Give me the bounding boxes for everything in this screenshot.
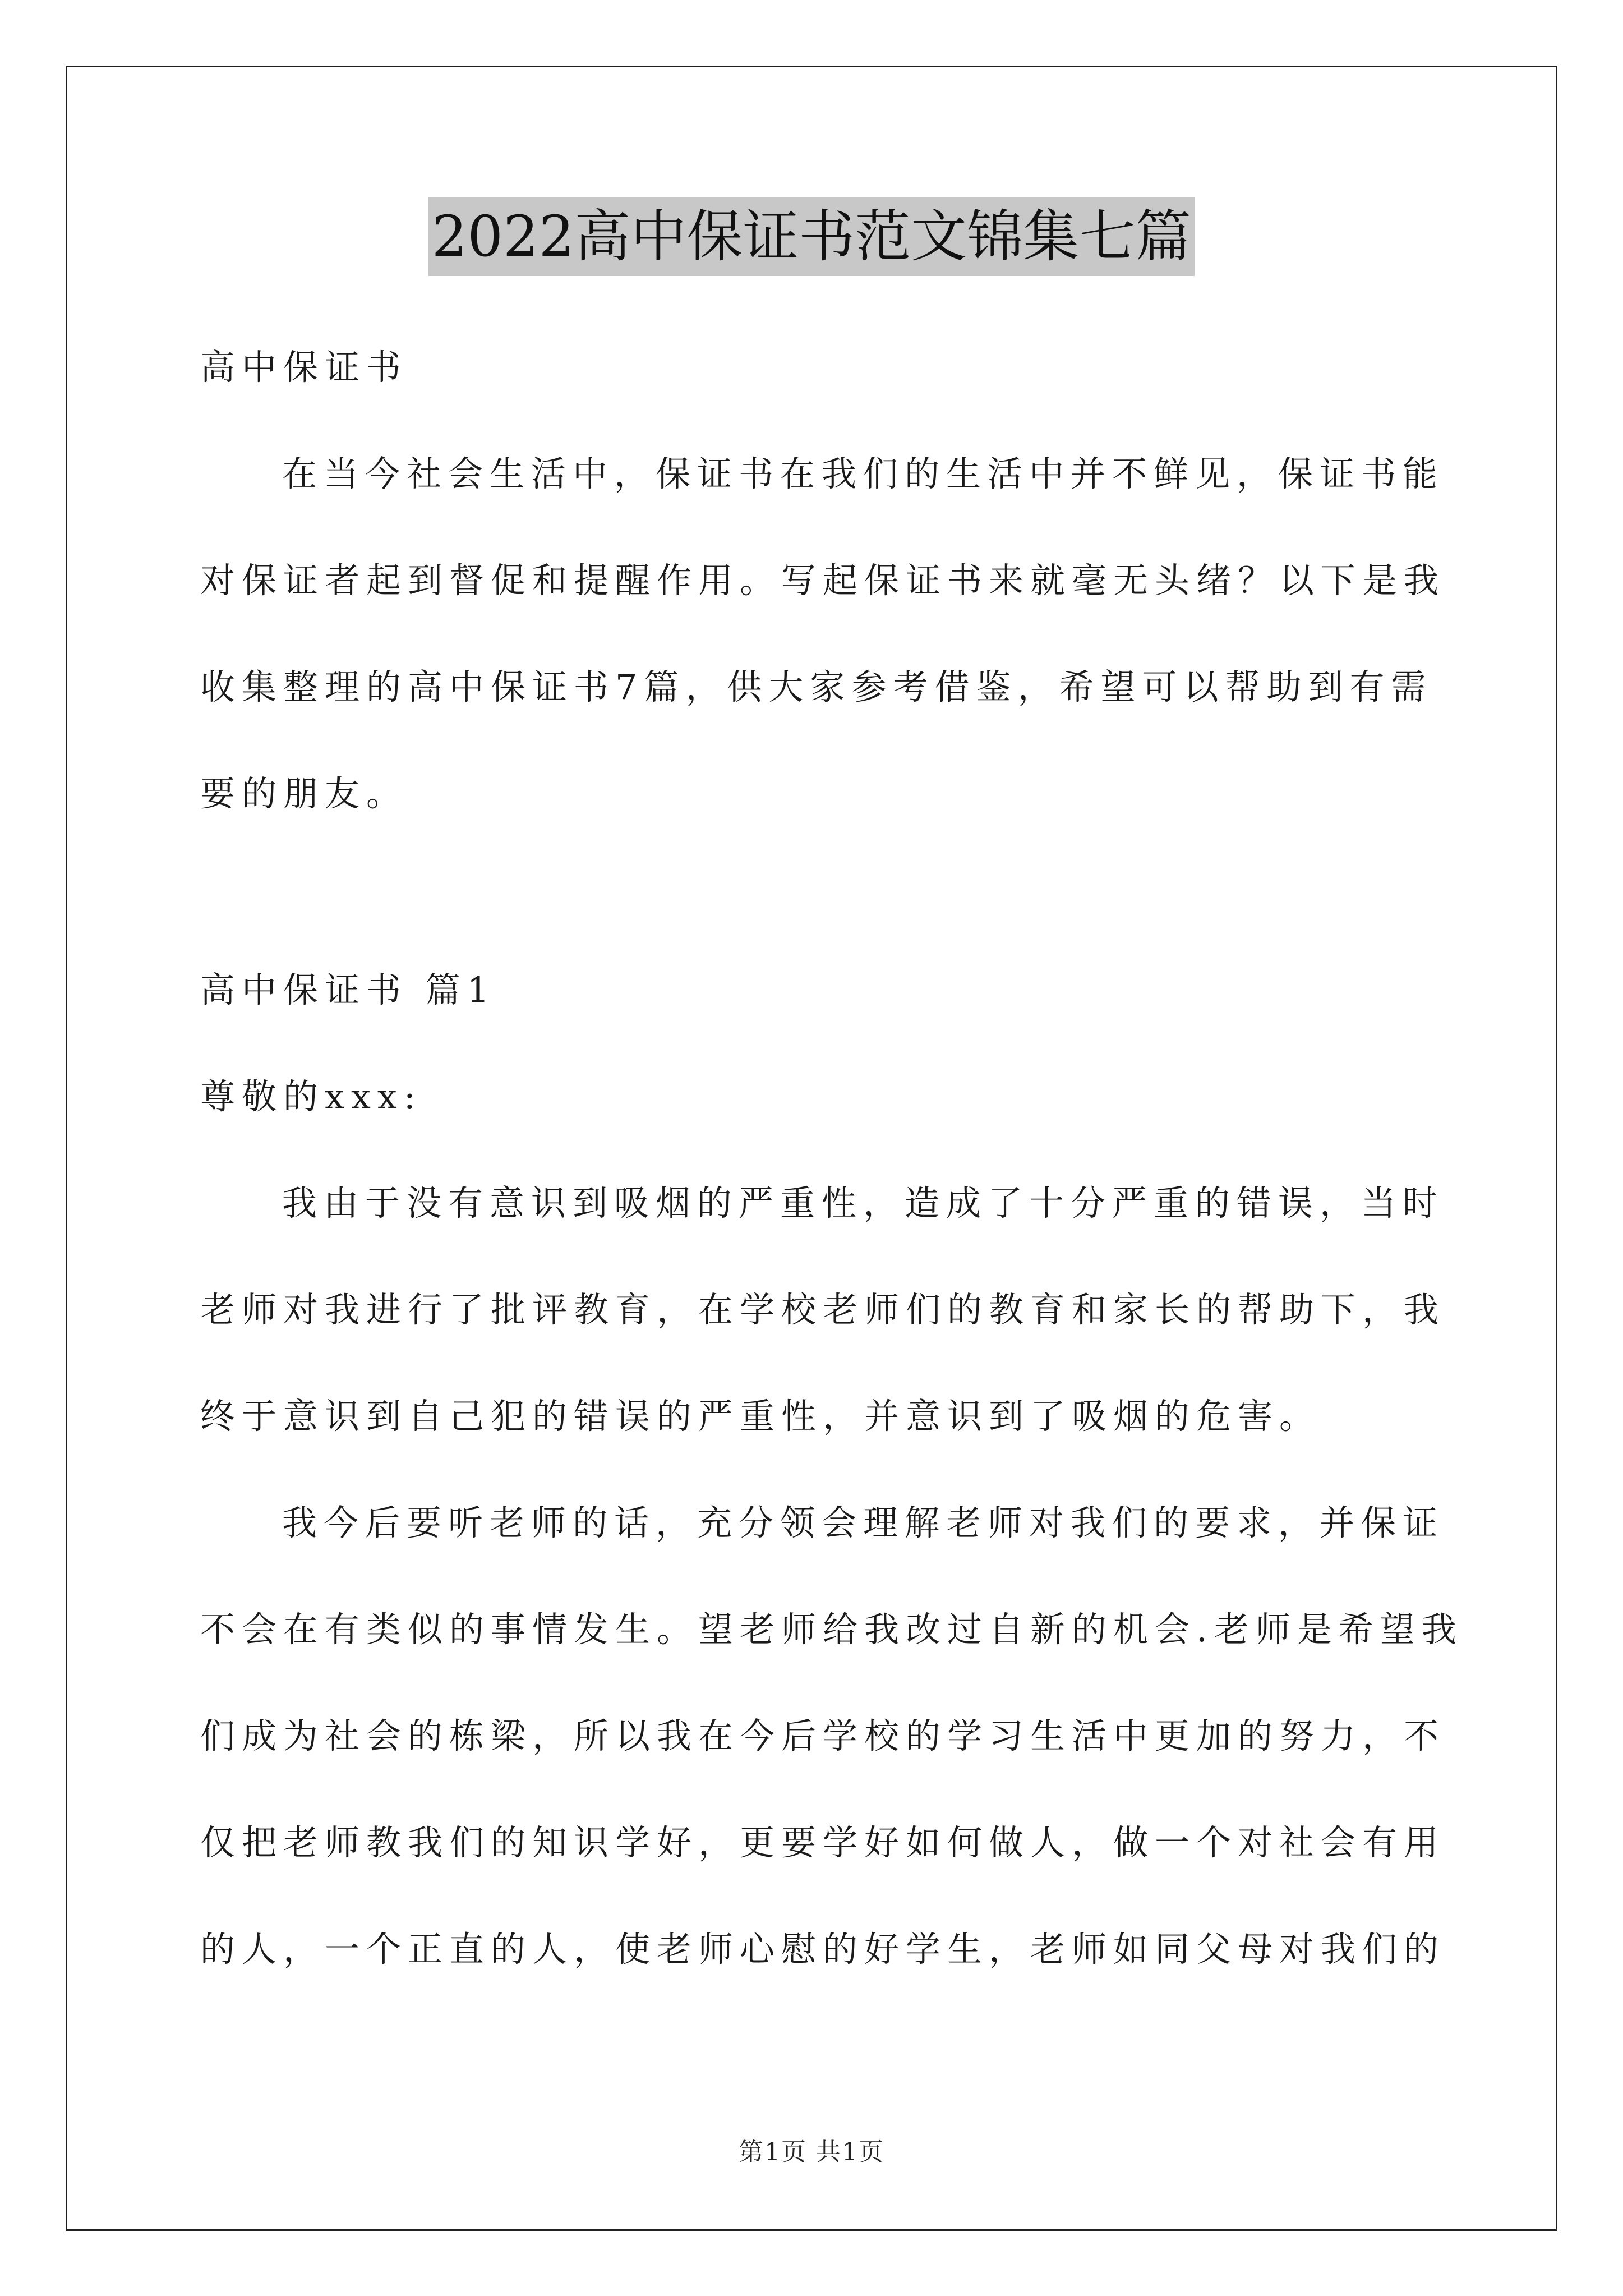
intro-line: 对保证者起到督促和提醒作用。写起保证书来就毫无头绪？以下是我 xyxy=(200,560,1446,601)
salutation: 尊敬的xxx: xyxy=(200,1076,422,1117)
intro-heading: 高中保证书 xyxy=(200,347,408,388)
paragraph-line: 终于意识到自己犯的错误的严重性，并意识到了吸烟的危害。 xyxy=(200,1396,1321,1437)
document-body xyxy=(200,314,1463,2003)
paragraph-line: 们成为社会的栋梁，所以我在今后学校的学习生活中更加的努力，不 xyxy=(200,1715,1446,1756)
paragraph-line: 的人，一个正直的人，使老师心慰的好学生，老师如同父母对我们的 xyxy=(200,1929,1446,1970)
section-heading: 高中保证书 篇1 xyxy=(200,969,496,1010)
paragraph-line: 我由于没有意识到吸烟的严重性，造成了十分严重的错误，当时 xyxy=(282,1182,1445,1223)
intro-line: 收集整理的高中保证书7篇，供大家参考借鉴，希望可以帮助到有需 xyxy=(200,666,1433,707)
paragraph-line: 不会在有类似的事情发生。望老师给我改过自新的机会.老师是希望我 xyxy=(200,1609,1463,1650)
document-title: 2022高中保证书范文锦集七篇 xyxy=(428,197,1195,276)
intro-line: 在当今社会生活中，保证书在我们的生活中并不鲜见，保证书能 xyxy=(282,453,1445,494)
title-container xyxy=(0,197,1623,276)
paragraph-line: 老师对我进行了批评教育，在学校老师们的教育和家长的帮助下，我 xyxy=(200,1289,1446,1330)
intro-line: 要的朋友。 xyxy=(200,773,408,814)
paragraph-line: 仅把老师教我们的知识学好，更要学好如何做人，做一个对社会有用 xyxy=(200,1822,1446,1863)
section-gap xyxy=(200,847,1434,937)
page-footer: 第1页 共1页 xyxy=(739,2138,884,2166)
paragraph-line: 我今后要听老师的话，充分领会理解老师对我们的要求，并保证 xyxy=(282,1502,1445,1543)
